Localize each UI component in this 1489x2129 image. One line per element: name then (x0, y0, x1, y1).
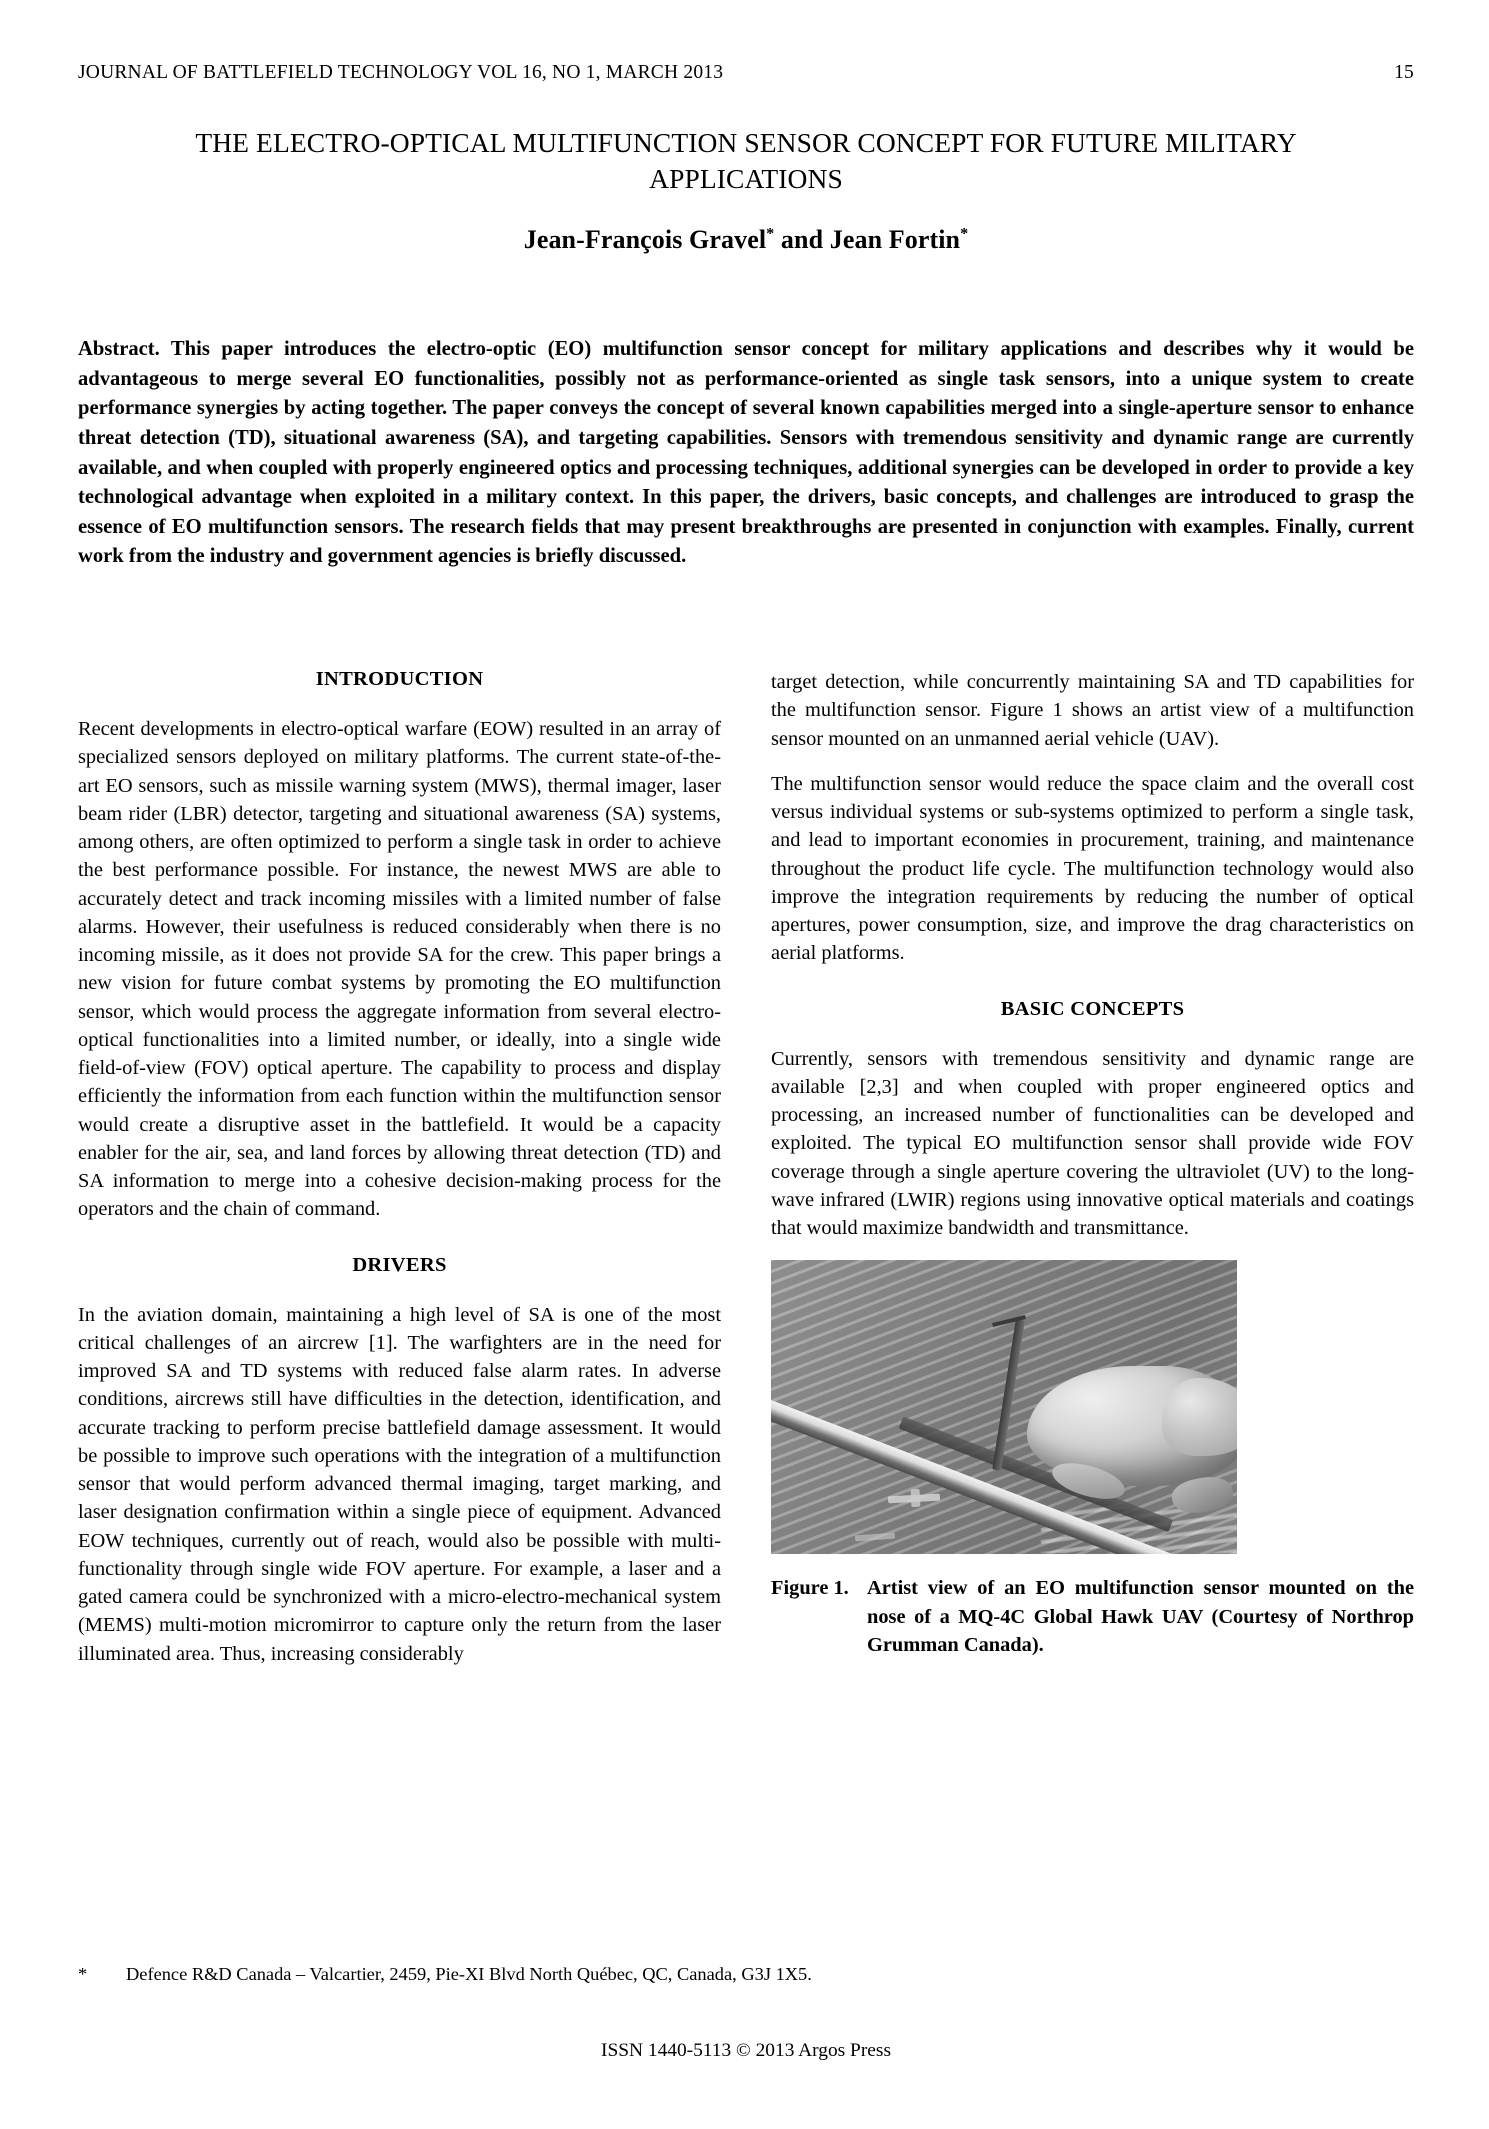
author-conjunction: and Jean Fortin (774, 224, 961, 254)
body-columns (78, 668, 1414, 1928)
left-column (78, 668, 721, 1668)
figure-caption-label: Figure 1. (771, 1577, 849, 1600)
section-heading-introduction: INTRODUCTION (315, 668, 484, 690)
paragraph-basic-concepts: Currently, sensors with tremendous sensitivity and dynamic range are available [2,3] and when coupled with proper engineered optics and processing, an increased number of functionalities can be developed and exploited. The typical EO multifunction sensor shall provide wide FOV coverage through a single aperture covering the ultraviolet (UV) to the long-wave infrared (LWIR) regions using innovative optical materials and coatings that would maximize bandwidth and transmittance. (771, 1047, 1414, 1239)
right-column (771, 668, 1414, 1660)
author-two-footnote-marker: * (960, 224, 969, 242)
page-number: 15 (1394, 62, 1414, 83)
figure-1 (771, 1260, 1414, 1660)
uav-artist-render-image (771, 1260, 1237, 1554)
footnote-text: Defence R&D Canada – Valcartier, 2459, Pie-XI Blvd North Québec, QC, Canada, G3J 1X5. (126, 1964, 812, 1984)
journal-title-line: JOURNAL OF BATTLEFIELD TECHNOLOGY VOL 16, NO 1, MARCH 2013 (78, 62, 724, 83)
figure-caption-text: Artist view of an EO multifunction sensor mounted on the nose of a MQ-4C Global Hawk UAV (Courtesy of Northrop Grumman Canada). (867, 1577, 1414, 1657)
footnote-marker: * (78, 1964, 88, 1984)
abstract-paragraph: Abstract. This paper introduces the electro-optic (EO) multifunction sensor concept for military applications and describes why it would be advantageous to merge several EO functionalities, possibly not as performance-oriented as single task sensors, into a unique system to create performance synergies by acting together. The paper conveys the concept of several known capabilities merged into a single-aperture sensor to enhance threat detection (TD), situational awareness (SA), and targeting capabilities. Sensors with tremendous sensitivity and dynamic range are currently available, and when coupled with properly engineered optics and processing techniques, additional synergies can be developed in order to provide a key technological advantage when exploited in a military context. In this paper, the drivers, basic concepts, and challenges are introduced to grasp the essence of EO multifunction sensors. The research fields that may present breakthroughs are presented in conjunction with examples. Finally, current work from the industry and government agencies is briefly discussed. (78, 338, 1414, 568)
footer-issn-line: ISSN 1440-5113 © 2013 Argos Press (601, 2040, 891, 2061)
author-one: Jean-François Gravel (523, 224, 767, 254)
paragraph-introduction: Recent developments in electro-optical warfare (EOW) resulted in an array of specialized sensors deployed on military platforms. The current state-of-the-art EO sensors, such as missile warning system (MWS), thermal imager, laser beam rider (LBR) detector, targeting and situational awareness (SA) systems, among others, are often optimized to perform a single task in order to achieve the best performance possible. For instance, the newest MWS are able to accurately detect and track incoming missiles with a limited number of false alarms. However, their usefulness is reduced considerably when there is no incoming missile, as it does not provide SA for the crew. This paper brings a new vision for future combat systems by promoting the EO multifunction sensor, which would process the aggregate information from several electro-optical functionalities into a limited number, or ideally, into a single wide field-of-view (FOV) optical aperture. The capability to process and display efficiently the information from each function within the multifunction sensor would create a disruptive asset in the battlefield. It would be a capacity enabler for the air, sea, and land forces by allowing threat detection (TD) and SA information to merge into a cohesive decision-making process for the operators and the chain of command. (78, 718, 721, 1221)
author-line (78, 225, 1414, 255)
paragraph-space-claim: The multifunction sensor would reduce the space claim and the overall cost versus individual systems or sub-systems optimized to perform a single task, and lead to important economies in procurement, training, and maintenance throughout the product life cycle. The multifunction technology would also improve the integration requirements by reducing the number of optical apertures, power consumption, size, and improve the drag characteristics on aerial platforms. (771, 772, 1414, 965)
author-one-footnote-marker: * (766, 224, 775, 242)
running-head (78, 62, 1414, 84)
section-heading-basic-concepts: BASIC CONCEPTS (1000, 997, 1185, 1020)
section-heading-drivers: DRIVERS (352, 1253, 447, 1276)
page-title: THE ELECTRO-OPTICAL MULTIFUNCTION SENSOR CONCEPT FOR FUTURE MILITARY APPLICATIONS (195, 127, 1297, 195)
paragraph-continued: target detection, while concurrently maintaining SA and TD capabilities for the multifunction sensor. Figure 1 shows an artist view of a multifunction sensor mounted on an unmanned aerial vehicle (UAV). (771, 671, 1414, 750)
paragraph-drivers: In the aviation domain, maintaining a high level of SA is one of the most critical challenges of an aircrew [1]. The warfighters are in the need for improved SA and TD systems with reduced false alarm rates. In adverse conditions, aircrews still have difficulties in the detection, identification, and accurate tracking to perform precise battlefield damage assessment. It would be possible to improve such operations with the integration of a multifunction sensor that would perform advanced thermal imaging, target marking, and laser designation confirmation within a single piece of equipment. Advanced EOW techniques, currently out of reach, would also be possible with multi-functionality through single wide FOV aperture. For example, a laser and a gated camera could be synchronized with a micro-electro-mechanical system (MEMS) multi-motion micromirror to capture only the return from the laser illuminated area. Thus, increasing considerably (78, 1303, 721, 1665)
footnote (78, 1962, 1414, 1988)
footnote-separator (78, 1948, 498, 1949)
figure-caption (771, 1574, 1414, 1660)
title-block (78, 125, 1414, 255)
uav-nose-sensor-housing (1162, 1378, 1237, 1456)
